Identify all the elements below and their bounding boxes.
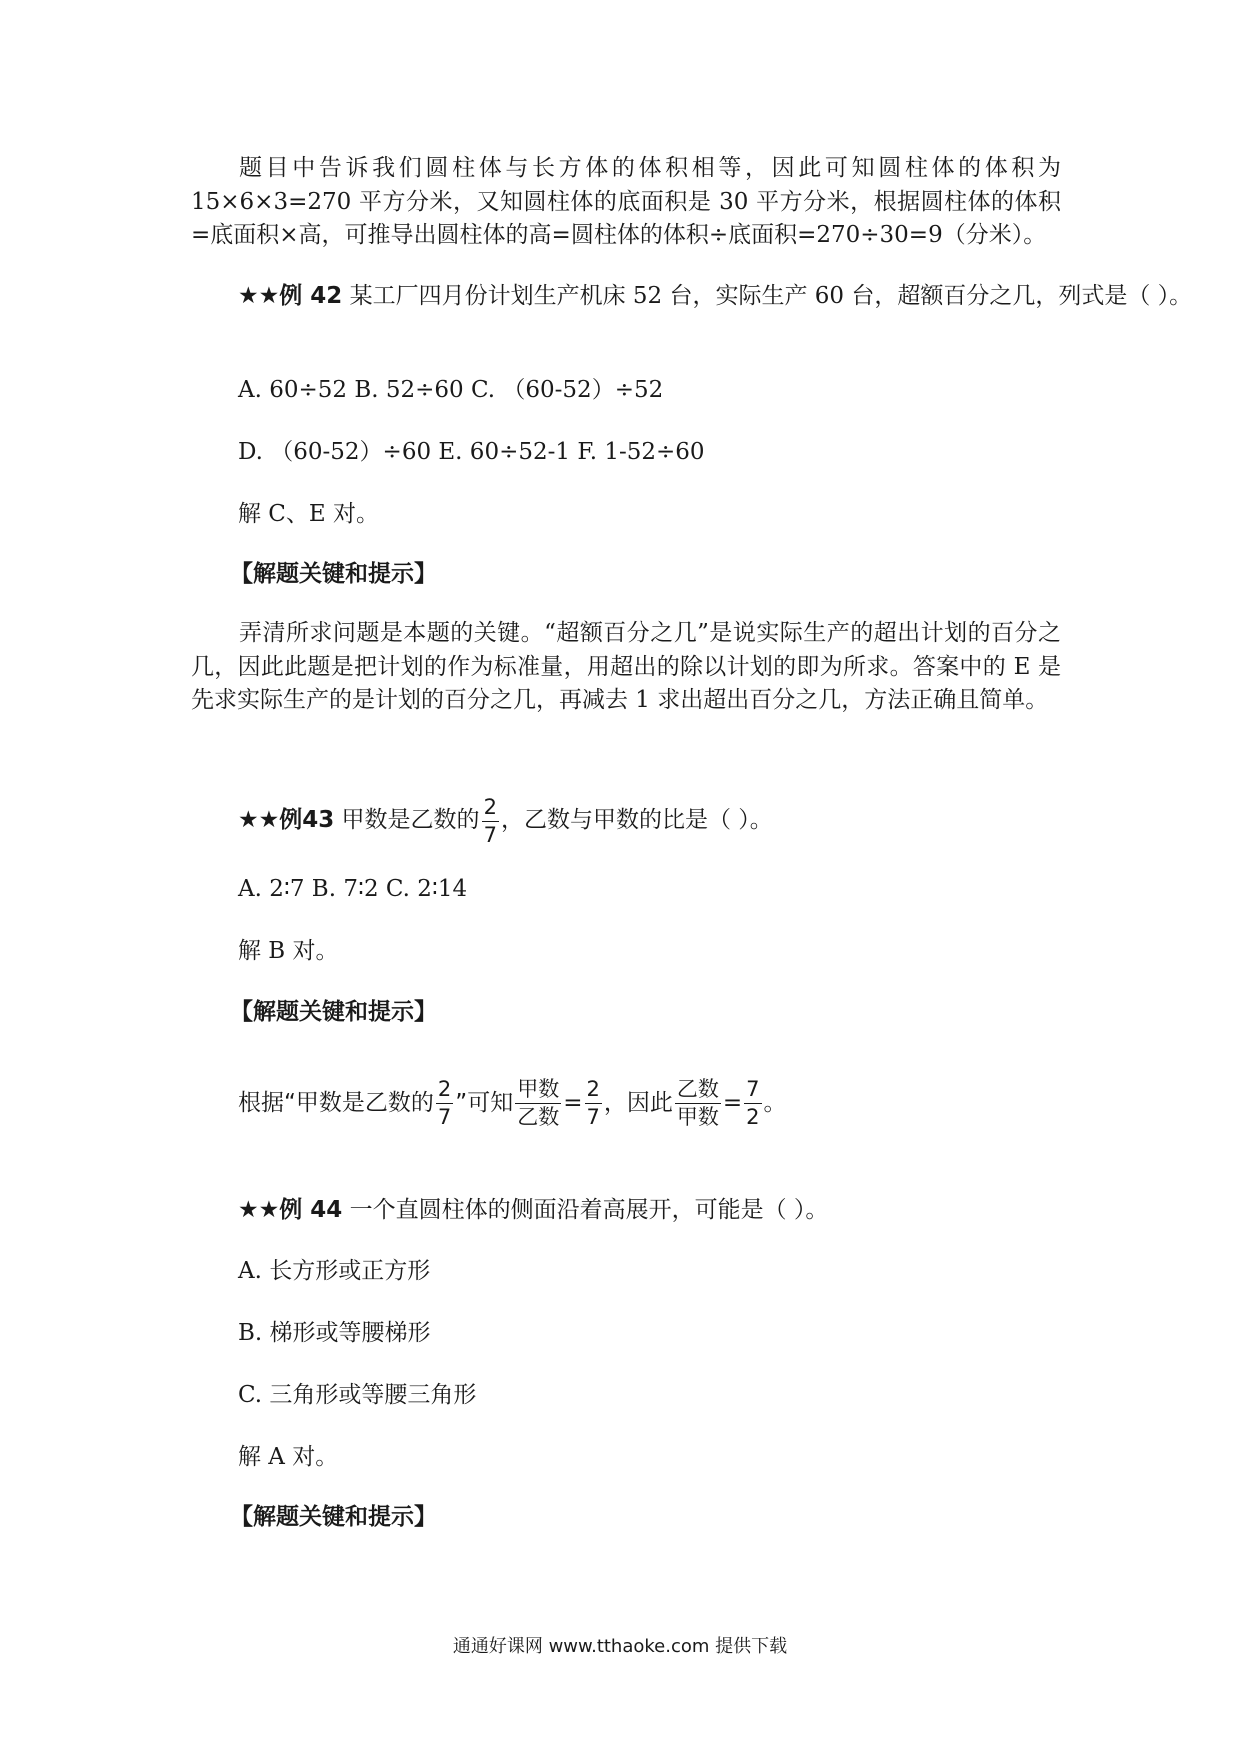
example-44-option-a: A. 长方形或正方形: [238, 1258, 431, 1284]
equals-sign: =: [722, 1090, 743, 1116]
fraction-denominator: 2: [746, 1105, 760, 1129]
example-42-answer: 解 C、E 对。: [238, 501, 380, 527]
fraction-numerator: 7: [744, 1079, 761, 1104]
hint-text-part-2: ”可知: [455, 1090, 514, 1116]
example-44-question: [238, 1193, 828, 1227]
fraction-denominator: 7: [437, 1105, 452, 1129]
example-43-answer: 解 B 对。: [238, 938, 339, 964]
example-43-fraction: [482, 794, 499, 847]
fraction-denominator: 甲数: [676, 1105, 719, 1129]
example-42-hint-paragraph: 弄清所求问题是本题的关键。“超额百分之几”是说实际生产的超出计划的百分之几，因此此题是把计划的作为标准量，用超出的除以计划的即为所求。答案中的 E 是先求实际生产的是计划的百分之几，再减去 1 求出超出百分之几，方法正确且简单。: [191, 620, 1061, 713]
example-44-hint-title: 【解题关键和提示】: [230, 1504, 437, 1530]
intro-paragraph: 题目中告诉我们圆柱体与长方体的体积相等，因此可知圆柱体的体积为 15×6×3=270 平方分米，又知圆柱体的底面积是 30 平方分米，根据圆柱体的体积=底面积×高，可推导出圆柱体的高=圆柱体的体积÷底面积=270÷30=9（分米）。: [191, 155, 1061, 248]
example-44-option-c: C. 三角形或等腰三角形: [238, 1382, 477, 1408]
example-42-options-line-2: D. （60-52）÷60 E. 60÷52-1 F. 1-52÷60: [238, 439, 705, 465]
example-43-hint-formula: [238, 1068, 787, 1138]
fraction-denominator: 7: [586, 1105, 600, 1129]
equals-sign: =: [563, 1090, 583, 1116]
hint-fraction-2: [515, 1079, 561, 1128]
hint-text-part-1: 根据“甲数是乙数的: [238, 1090, 434, 1116]
hint-fraction-5: [744, 1079, 761, 1128]
fraction-numerator: 2: [585, 1079, 602, 1104]
example-44-answer: 解 A 对。: [238, 1444, 339, 1470]
example-43-question: [238, 790, 773, 850]
example-42-question: [238, 279, 1192, 313]
example-43-text-after: ，乙数与甲数的比是（ ）。: [500, 807, 773, 833]
example-43-title: ★★例43: [238, 807, 335, 833]
fraction-denominator: 乙数: [517, 1105, 560, 1129]
fraction-denominator: 7: [483, 822, 497, 847]
page-footer: 通通好课网 www.tthaoke.com 提供下载: [452, 1636, 788, 1657]
example-43-text-before: 甲数是乙数的: [334, 807, 480, 833]
fraction-numerator: 2: [436, 1079, 453, 1104]
example-42-hint-title: 【解题关键和提示】: [230, 561, 437, 587]
hint-text-part-3: ，因此: [603, 1090, 673, 1116]
example-43-options: A. 2∶7 B. 7∶2 C. 2∶14: [238, 876, 468, 902]
hint-text-end: 。: [763, 1090, 787, 1116]
example-44-text: 一个直圆柱体的侧面沿着高展开，可能是（ ）。: [342, 1197, 829, 1223]
example-44-title: ★★例 44: [238, 1197, 343, 1223]
fraction-numerator: 乙数: [675, 1079, 721, 1104]
hint-fraction-4: [675, 1079, 721, 1128]
example-42-text: 某工厂四月份计划生产机床 52 台，实际生产 60 台，超额百分之几，列式是（ ）。: [342, 283, 1193, 309]
hint-fraction-3: [585, 1079, 602, 1128]
hint-fraction-1: [436, 1079, 453, 1128]
fraction-numerator: 2: [482, 797, 499, 822]
example-42-options-line-1: A. 60÷52 B. 52÷60 C. （60-52）÷52: [238, 377, 664, 403]
example-44-option-b: B. 梯形或等腰梯形: [238, 1320, 431, 1346]
example-43-hint-title: 【解题关键和提示】: [230, 999, 437, 1025]
example-42-title: ★★例 42: [238, 283, 343, 309]
fraction-numerator: 甲数: [515, 1079, 561, 1104]
